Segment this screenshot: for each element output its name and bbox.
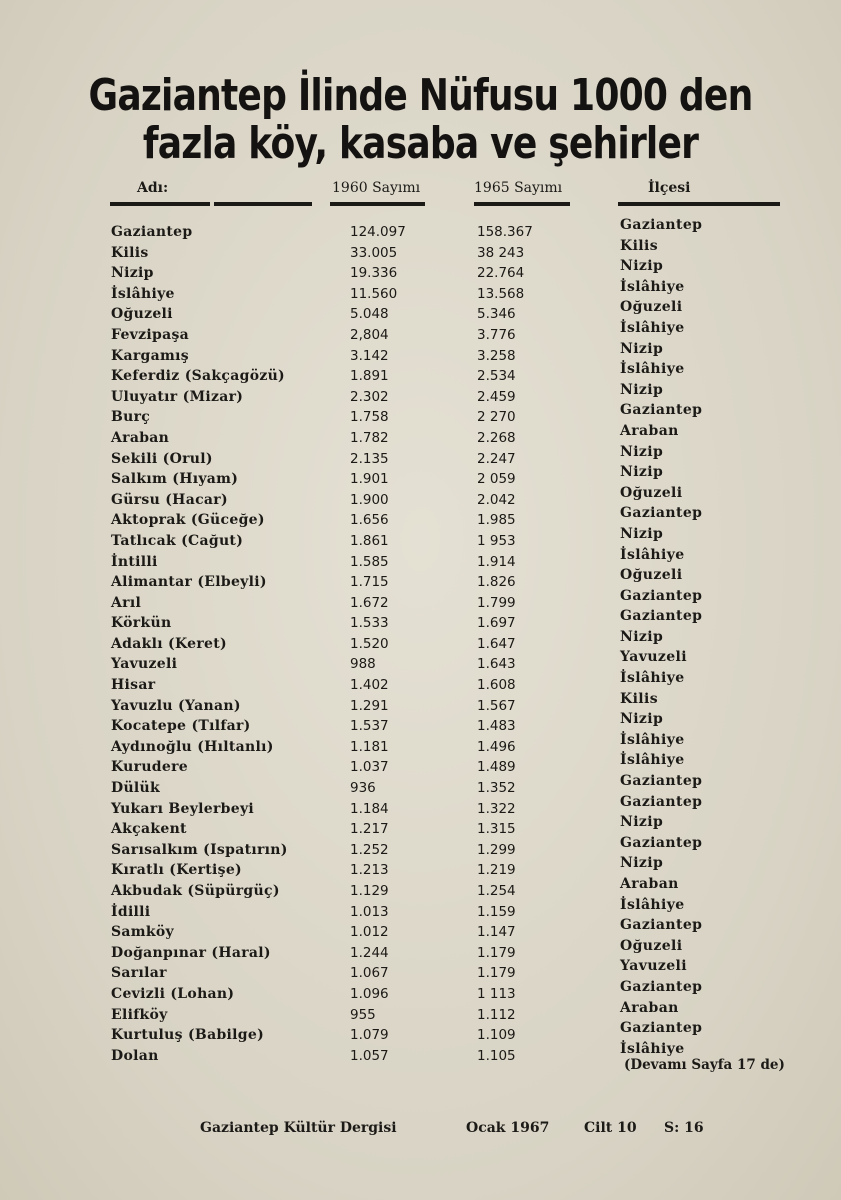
table-row-name: Adaklı (Keret) (111, 635, 227, 652)
table-row-1965: 2 059 (477, 471, 516, 488)
table-row-district: İslâhiye (620, 546, 685, 563)
table-row-name: Oğuzeli (111, 306, 173, 323)
table-row-1960: 1.079 (350, 1027, 389, 1044)
table-row-name: Cevizli (Lohan) (111, 985, 235, 1002)
table-row-name: Kurudere (111, 759, 188, 776)
table-row-name: Dolan (111, 1047, 159, 1064)
table-row-district: Nizip (620, 628, 664, 645)
header-rule-1965 (474, 202, 570, 206)
table-row-name: Gürsu (Hacar) (111, 491, 228, 508)
table-row-1960: 2.135 (350, 450, 389, 467)
table-row-1960: 1.782 (350, 429, 389, 446)
table-row-1965: 1.697 (477, 615, 516, 632)
table-row-1965: 1.608 (477, 677, 516, 694)
table-row-1965: 1.147 (477, 924, 516, 941)
table-row-district: Yavuzeli (620, 958, 687, 975)
table-row-name: Araban (111, 429, 170, 446)
table-row-1960: 988 (350, 656, 376, 673)
table-row-district: Gaziantep (620, 978, 703, 995)
table-row-1960: 1.252 (350, 841, 389, 858)
column-districts (620, 215, 702, 1059)
table-row-1960: 1.900 (350, 491, 389, 508)
table-row-district: İslâhiye (620, 896, 685, 913)
table-row-1960: 1.901 (350, 471, 389, 488)
table-row-1960: 1.244 (350, 944, 389, 961)
table-row-1965: 22.764 (477, 265, 525, 282)
table-row-name: Kilis (111, 244, 149, 261)
table-row-name: İslâhiye (111, 285, 175, 302)
table-row-district: Yavuzeli (620, 649, 687, 666)
table-row-district: İslâhiye (620, 670, 685, 687)
table-row-name: Yavuzlu (Yanan) (111, 697, 241, 714)
header-1960-census: 1960 Sayımı (332, 180, 421, 196)
table-row-1960: 1.520 (350, 635, 389, 652)
table-row-1960: 5.048 (350, 306, 389, 323)
table-row-1965: 1.352 (477, 780, 516, 797)
table-row-district: Nizip (620, 711, 664, 728)
table-row-district: Gaziantep (620, 608, 703, 625)
table-row-1965: 1.489 (477, 759, 516, 776)
table-row-1965: 2.042 (477, 491, 516, 508)
table-row-name: Aktoprak (Güceğe) (111, 512, 265, 529)
table-row-1960: 124.097 (350, 224, 406, 240)
table-row-district: Gaziantep (620, 1020, 703, 1037)
header-rule-name-a (110, 202, 210, 206)
table-row-1965: 3.258 (477, 347, 516, 364)
table-row-1960: 19.336 (350, 265, 398, 282)
table-row-1960: 1.217 (350, 821, 389, 838)
table-row-1960: 3.142 (350, 347, 389, 364)
table-row-district: Oğuzeli (620, 299, 683, 316)
table-row-district: İslâhiye (620, 361, 685, 378)
table-row-1960: 1.585 (350, 553, 389, 570)
table-row-1965: 2.268 (477, 429, 516, 446)
table-row-district: Araban (620, 876, 679, 892)
page-title-line-2: fazla köy, kasaba ve şehirler (142, 118, 699, 169)
table-row-name: Salkım (Hıyam) (111, 471, 239, 488)
table-row-district: Gaziantep (620, 217, 703, 233)
table-row-district: Araban (620, 422, 679, 439)
table-row-1965: 1.826 (477, 574, 516, 591)
table-row-district: Oğuzeli (620, 567, 683, 584)
table-row-district: Gaziantep (620, 917, 703, 934)
table-row-1965: 1.109 (477, 1027, 516, 1044)
table-row-1960: 1.537 (350, 718, 389, 735)
table-row-district: Nizip (620, 381, 664, 398)
table-row-1965: 1.914 (477, 553, 516, 570)
table-row-1965: 1.254 (477, 883, 516, 899)
table-row-1965: 1.105 (477, 1047, 516, 1064)
table-row-1965: 3.776 (477, 326, 516, 343)
table-row-1965: 1.799 (477, 594, 516, 611)
footer-volume: Cilt 10 (584, 1120, 637, 1136)
table-row-name: Kurtuluş (Babilge) (111, 1027, 264, 1044)
table-row-1960: 33.005 (350, 244, 398, 261)
table-row-name: Yavuzeli (111, 656, 178, 673)
table-row-name: Burç (111, 409, 151, 426)
table-row-1960: 955 (350, 1006, 376, 1023)
table-row-name: Yukarı Beylerbeyi (111, 800, 255, 817)
table-row-name: Akçakent (111, 821, 187, 838)
table-row-1960: 1.057 (350, 1047, 389, 1064)
table-row-1965: 1.219 (477, 862, 516, 879)
table-row-1965: 1.647 (477, 635, 516, 652)
table-row-1965: 1.567 (477, 697, 516, 714)
table-row-name: Kıratlı (Kertişe) (111, 862, 242, 879)
page-title-line-1: Gaziantep İlinde Nüfusu 1000 den (88, 70, 753, 121)
table-row-name: Körkün (111, 615, 172, 632)
table-row-name: Uluyatır (Mizar) (111, 388, 244, 405)
table-row-1965: 1.322 (477, 800, 516, 817)
table-row-name: Arıl (111, 594, 142, 611)
table-row-1965: 1.483 (477, 718, 516, 735)
table-row-district: Kilis (620, 690, 659, 707)
table-row-1965: 1.985 (477, 512, 516, 529)
table-row-district: İslâhiye (620, 752, 685, 769)
table-row-district: Nizip (620, 464, 664, 481)
table-row-1965: 5.346 (477, 306, 516, 323)
table-row-1965: 2.534 (477, 368, 516, 385)
table-row-1960: 1.861 (350, 532, 389, 549)
table-row-1960: 1.013 (350, 903, 389, 920)
table-row-1965: 1.299 (477, 841, 516, 858)
table-row-district: İslâhiye (620, 1040, 685, 1057)
table-row-district: Gaziantep (620, 773, 703, 790)
column-1965-values (477, 222, 533, 1066)
table-row-name: Sarılar (111, 965, 167, 982)
table-row-1960: 1.715 (350, 574, 389, 591)
table-row-1960: 1.291 (350, 697, 389, 714)
table-row-district: Kilis (620, 237, 659, 254)
table-row-1965: 1.179 (477, 944, 516, 961)
table-row-1960: 1.533 (350, 615, 389, 632)
table-row-1965: 1 953 (477, 532, 516, 549)
table-row-1965: 1.112 (477, 1006, 516, 1023)
table-row-district: Gaziantep (620, 587, 703, 604)
table-row-name: Fevzipaşa (111, 326, 189, 343)
table-row-name: Gaziantep (111, 224, 193, 240)
table-row-1965: 1.179 (477, 965, 516, 982)
table-row-1965: 38 243 (477, 244, 525, 261)
table-row-1960: 1.067 (350, 965, 389, 982)
table-row-district: Oğuzeli (620, 937, 683, 954)
table-row-1965: 2.459 (477, 388, 516, 405)
table-row-name: Akbudak (Süpürgüç) (111, 883, 280, 899)
table-row-name: Sarısalkım (Ispatırın) (111, 841, 288, 858)
table-row-1965: 1 113 (477, 985, 516, 1002)
table-row-district: Nizip (620, 855, 664, 872)
header-district: İlçesi (648, 180, 691, 196)
table-row-1965: 2 270 (477, 409, 516, 426)
table-row-name: Alimantar (Elbeyli) (111, 574, 267, 591)
footer-page: S: 16 (664, 1120, 704, 1136)
table-row-name: Kargamış (111, 347, 189, 364)
table-row-1960: 11.560 (350, 285, 398, 302)
table-row-name: Doğanpınar (Haral) (111, 944, 271, 961)
table-row-1960: 1.656 (350, 512, 389, 529)
table-row-1960: 1.184 (350, 800, 389, 817)
table-row-name: Kocatepe (Tılfar) (111, 718, 251, 735)
table-row-district: Gaziantep (620, 793, 703, 810)
table-row-name: İntilli (111, 553, 158, 570)
table-row-district: Nizip (620, 443, 664, 460)
table-row-name: Tatlıcak (Cağut) (111, 532, 244, 549)
table-row-district: Araban (620, 999, 679, 1016)
table-row-1960: 1.129 (350, 883, 389, 899)
table-row-1960: 2.302 (350, 388, 389, 405)
table-row-district: Gaziantep (620, 834, 703, 851)
table-row-name: Hisar (111, 677, 156, 694)
header-1965-census: 1965 Sayımı (474, 180, 563, 196)
table-row-1960: 1.096 (350, 985, 389, 1002)
table-row-district: Nizip (620, 814, 664, 831)
table-row-name: Nizip (111, 265, 154, 282)
footer-journal: Gaziantep Kültür Dergisi (200, 1120, 397, 1136)
table-row-1965: 158.367 (477, 224, 533, 240)
table-row-district: İslâhiye (620, 319, 685, 336)
header-rule-1960 (330, 202, 425, 206)
table-row-name: Dülük (111, 780, 161, 797)
table-row-1965: 1.643 (477, 656, 516, 673)
table-row-district: Nizip (620, 340, 664, 357)
table-row-1960: 1.758 (350, 409, 389, 426)
column-names (111, 222, 288, 1066)
table-row-1965: 1.496 (477, 738, 516, 755)
table-row-name: Keferdiz (Sakçagözü) (111, 368, 285, 385)
table-row-name: Sekili (Orul) (111, 450, 213, 467)
table-row-1960: 1.213 (350, 862, 389, 879)
table-row-district: Nizip (620, 258, 664, 275)
table-row-1965: 2.247 (477, 450, 516, 467)
table-row-1965: 1.315 (477, 821, 516, 838)
footer-date: Ocak 1967 (466, 1120, 550, 1136)
header-rule-district (618, 202, 780, 206)
header-name: Adı: (137, 180, 169, 196)
table-row-1960: 1.037 (350, 759, 389, 776)
table-row-1965: 1.159 (477, 903, 516, 920)
table-row-name: Aydınoğlu (Hıltanlı) (111, 738, 274, 755)
table-row-district: İslâhiye (620, 278, 685, 295)
table-row-1960: 1.181 (350, 738, 389, 755)
table-row-1960: 936 (350, 780, 376, 797)
header-rule-name-b (214, 202, 312, 206)
table-row-1960: 1.891 (350, 368, 389, 385)
table-row-name: Elifköy (111, 1006, 168, 1023)
table-row-name: Samköy (111, 924, 174, 941)
column-1960-values (350, 222, 406, 1066)
table-row-name: İdilli (111, 903, 151, 920)
continued-note: (Devamı Sayfa 17 de) (624, 1057, 785, 1073)
table-row-district: Gaziantep (620, 505, 703, 522)
table-row-1960: 1.012 (350, 924, 389, 941)
table-row-district: Nizip (620, 525, 664, 542)
table-row-district: Oğuzeli (620, 484, 683, 501)
table-row-1960: 1.402 (350, 677, 389, 694)
table-row-1965: 13.568 (477, 285, 525, 302)
table-row-1960: 2,804 (350, 326, 389, 343)
table-row-district: Gaziantep (620, 402, 703, 419)
table-row-1960: 1.672 (350, 594, 389, 611)
table-row-district: İslâhiye (620, 731, 685, 748)
